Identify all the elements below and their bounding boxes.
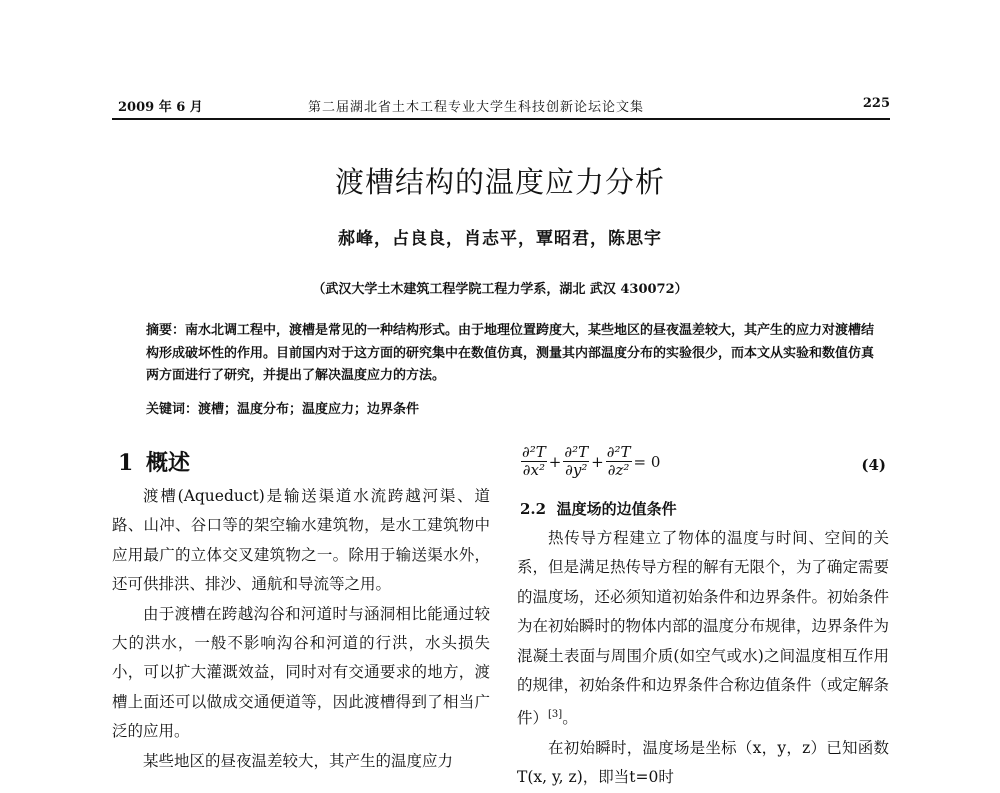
header-page-number: 225 bbox=[862, 96, 890, 111]
section-1-heading bbox=[118, 446, 190, 477]
section-2-2-number: 2.2 bbox=[520, 500, 547, 518]
fraction: $\frac{\text{∂²T}}{\text{∂z²}}$ bbox=[606, 443, 631, 479]
header-rule bbox=[112, 118, 890, 120]
equation-4 bbox=[520, 444, 886, 488]
paragraph: 在初始瞬时，温度场是坐标（x，y，z）已知函数 T(x, y, z)，即当t=0时 bbox=[517, 739, 889, 787]
running-header bbox=[118, 96, 890, 118]
keywords bbox=[146, 398, 419, 417]
header-journal: 第二届湖北省土木工程专业大学生科技创新论坛论文集 bbox=[308, 100, 645, 115]
keywords-text: 渡槽；温度分布；温度应力；边界条件 bbox=[198, 402, 420, 417]
abstract-label: 摘要： bbox=[146, 323, 186, 338]
paragraph: 热传导方程建立了物体的温度与时间、空间的关系，但是满足热传导方程的解有无限个，为了确定需要的温度场，还必须知道初始条件和边界条件。初始条件为在初始瞬时的物体内部的温度分布规律，边界条件为混凝土表面与周围介质(如空气或水)之间温度相互作用的规律，初始条件和边界条件合称边值条件（或定解条件）[3]。 bbox=[517, 529, 890, 728]
paragraph: 渡槽(Aqueduct)是输送渠道水流跨越河渠、道路、山冲、谷口等的架空输水建筑物，是水工建筑物中应用最广的立体交叉建筑物之一。除用于输送渠水外，还可供排洪、排沙、通航和导流等之用。 bbox=[112, 487, 490, 594]
paragraph: 由于渡槽在跨越沟谷和河道时与涵洞相比能通过较大的洪水，一般不影响沟谷和河道的行洪，水头损失小，可以扩大灌溉效益，同时对有交通要求的地方，渡槽上面还可以做成交通便道等，因此渡槽得到了相当广泛的应用。 bbox=[112, 604, 490, 741]
citation: [3] bbox=[548, 709, 563, 721]
left-column bbox=[112, 482, 490, 776]
abstract-text: 南水北调工程中，渡槽是常见的一种结构形式。由于地理位置跨度大，某些地区的昼夜温差较大，其产生的应力对渡槽结构形成破坏性的作用。目前国内对于这方面的研究集中在数值仿真，测量其内部温度分布的实验很少，而本文从实验和数值仿真两方面进行了研究，并提出了解决温度应力的方法。 bbox=[146, 323, 875, 383]
abstract bbox=[146, 320, 884, 388]
header-date: 2009 年 6 月 bbox=[118, 100, 203, 115]
section-2-2-heading bbox=[520, 498, 677, 519]
paper-affiliation: （武汉大学土木建筑工程学院工程力学系，湖北 武汉 430072） bbox=[312, 282, 688, 297]
fraction: $\frac{\text{∂²T}}{\text{∂y²}}$ bbox=[564, 443, 589, 479]
right-column bbox=[517, 524, 889, 793]
section-1-number: 1 bbox=[118, 450, 134, 476]
section-2-2-title: 温度场的边值条件 bbox=[556, 500, 677, 518]
fraction: $\frac{\text{∂²T}}{\text{∂x²}}$ bbox=[522, 443, 546, 479]
section-1-title: 概述 bbox=[146, 450, 191, 476]
equation-number: (4) bbox=[861, 456, 886, 474]
paragraph: 某些地区的昼夜温差较大，其产生的温度应力 bbox=[143, 751, 454, 770]
equation-body: $\frac{\text{∂²T}}{\text{∂x²}}$ + $\frac{\text{∂²T}}{\text{∂y²}}$ + $\frac{\text{∂²T}}{\text{∂z²}}$ = 0 bbox=[522, 443, 661, 479]
paper-authors: 郝峰，占良良，肖志平，覃昭君，陈思宇 bbox=[338, 229, 662, 249]
keywords-label: 关键词： bbox=[146, 402, 199, 417]
paper-title: 渡槽结构的温度应力分析 bbox=[334, 165, 665, 199]
